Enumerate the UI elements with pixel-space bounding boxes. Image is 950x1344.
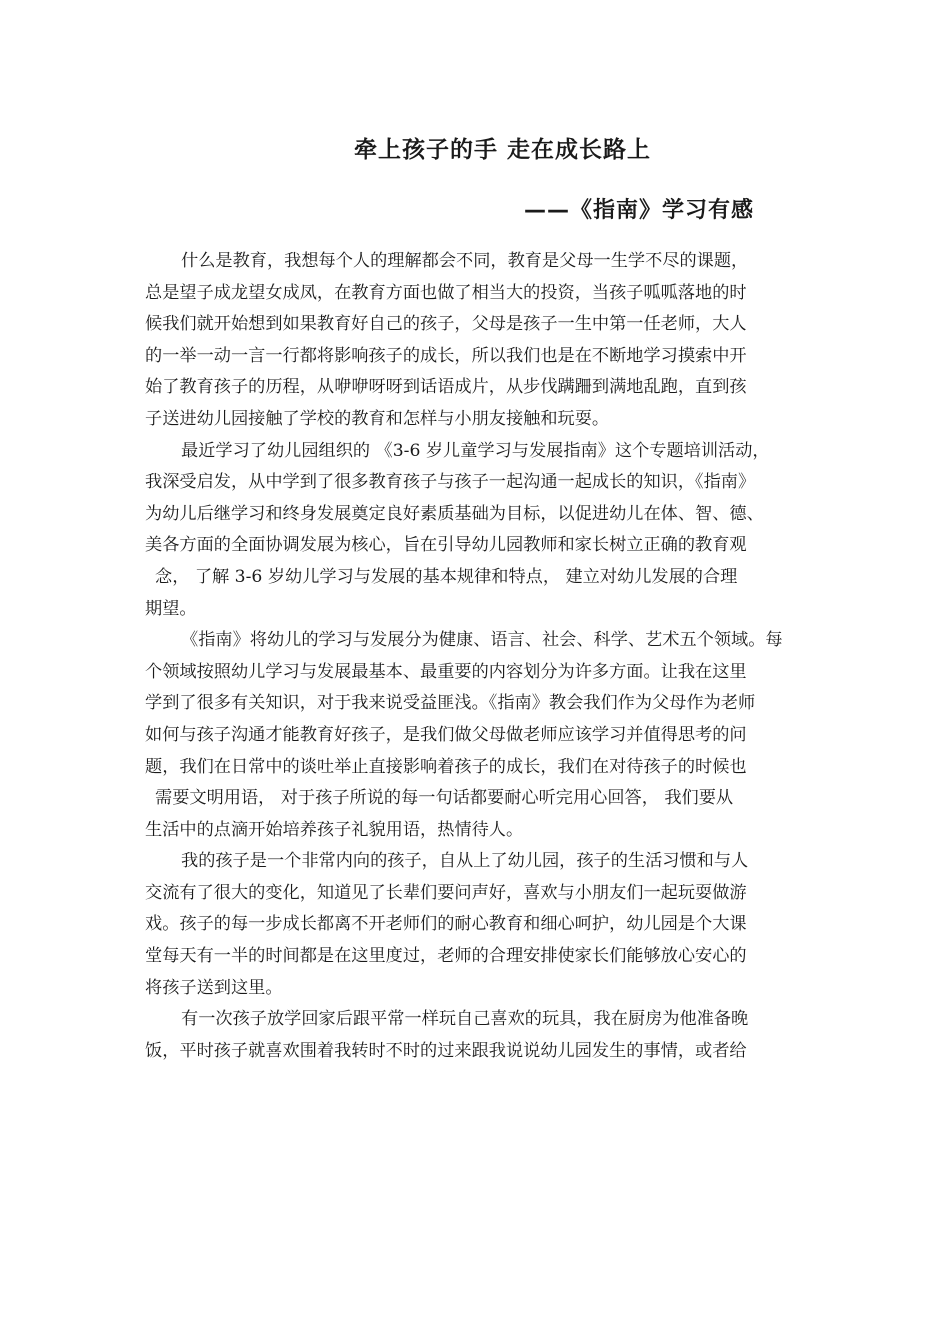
text-line: 饭，平时孩子就喜欢围着我转时不时的过来跟我说说幼儿园发生的事情，或者给 [145, 1040, 747, 1061]
text-line: 戏。孩子的每一步成长都离不开老师们的耐心教育和细心呵护，幼儿园是个大课 [145, 914, 747, 935]
paragraph-2 [145, 436, 810, 626]
text-line: 我的孩子是一个非常内向的孩子，自从上了幼儿园，孩子的生活习惯和与人 [181, 851, 749, 872]
text-line: 有一次孩子放学回家后跟平常一样玩自己喜欢的玩具，我在厨房为他准备晚 [181, 1009, 749, 1030]
text-line: 生活中的点滴开始培养孩子礼貌用语，热情待人。 [145, 819, 524, 840]
text-line: 题，我们在日常中的谈吐举止直接影响着孩子的成长，我们在对待孩子的时候也 [145, 756, 747, 777]
text-line: 我深受启发，从中学到了很多教育孩子与孩子一起沟通一起成长的知识，《指南》 [145, 472, 756, 493]
text-line: 子送进幼儿园接触了学校的教育和怎样与小朋友接触和玩耍。 [145, 408, 610, 429]
paragraph-3 [145, 625, 810, 846]
paragraph-4 [145, 846, 810, 1004]
document-subtitle: ——《指南》学习有感 [524, 198, 755, 223]
text-line: 什么是教育，我想每个人的理解都会不同，教育是父母一生学不尽的课题， [181, 251, 749, 271]
text-line: 为幼儿后继学习和终身发展奠定良好素质基础为目标，以促进幼儿在体、智、德、 [145, 503, 764, 524]
paragraph-1 [145, 246, 810, 436]
text-line: 堂每天有一半的时间都是在这里度过，老师的合理安排使家长们能够放心安心的 [145, 946, 747, 967]
text-line: 候我们就开始想到如果教育好自己的孩子，父母是孩子一生中第一任老师，大人 [145, 314, 747, 335]
document-title: 牵上孩子的手 走在成长路上 [353, 137, 651, 163]
text-line: 总是望子成龙望女成凤，在教育方面也做了相当大的投资，当孩子呱呱落地的时 [145, 282, 747, 303]
text-line: 的一举一动一言一行都将影响孩子的成长，所以我们也是在不断地学习摸索中开 [145, 345, 747, 366]
text-line: 个领域按照幼儿学习与发展最基本、最重要的内容划分为许多方面。让我在这里 [145, 661, 747, 682]
text-line: 学到了很多有关知识，对于我来说受益匪浅。《指南》教会我们作为父母作为老师 [145, 693, 756, 714]
text-line: 美各方面的全面协调发展为核心，旨在引导幼儿园教师和家长树立正确的教育观 [145, 535, 747, 556]
text-line: 《指南》将幼儿的学习与发展分为健康、语言、社会、科学、艺术五个领域。每 [181, 630, 783, 651]
text-line: 期望。 [145, 598, 197, 619]
text-line: 将孩子送到这里。 [145, 977, 283, 998]
document-body [145, 246, 810, 1067]
text-line: 如何与孩子沟通才能教育好孩子，是我们做父母做老师应该学习并值得思考的问 [145, 724, 747, 745]
paragraph-5 [145, 1004, 810, 1067]
text-line: 需要文明用语， 对于孩子所说的每一句话都要耐心听完用心回答， 我们要从 [155, 788, 734, 809]
text-line: 念， 了解 3-6 岁幼儿学习与发展的基本规律和特点， 建立对幼儿发展的合理 [155, 566, 738, 587]
text-line: 最近学习了幼儿园组织的 《3-6 岁儿童学习与发展指南》这个专题培训活动， [181, 440, 770, 461]
text-line: 交流有了很大的变化，知道见了长辈们要问声好，喜欢与小朋友们一起玩耍做游 [145, 882, 747, 903]
text-line: 始了教育孩子的历程，从咿咿呀呀到话语成片，从步伐蹒跚到满地乱跑，直到孩 [145, 377, 747, 398]
